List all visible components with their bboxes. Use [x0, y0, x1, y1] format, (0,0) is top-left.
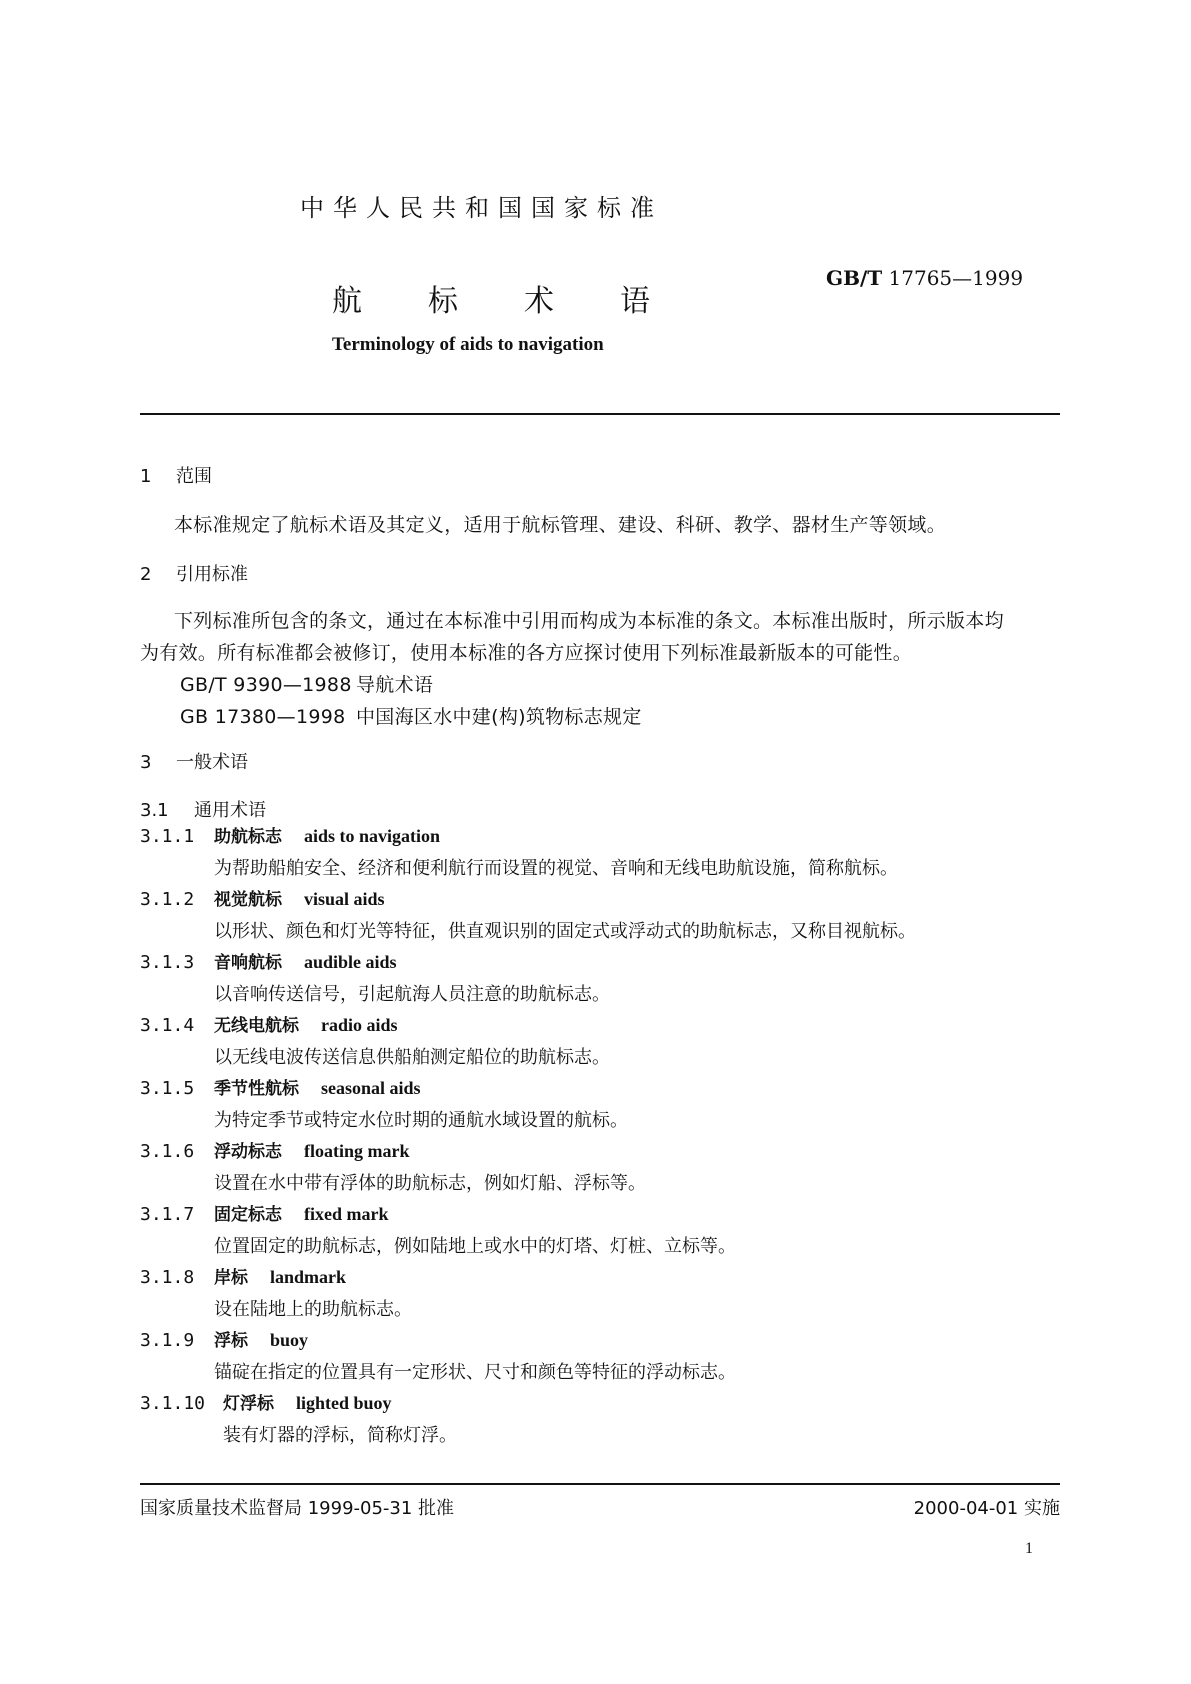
term-definition: 装有灯器的浮标，简称灯浮。 — [223, 1425, 457, 1446]
term-number: 3.1.7 — [140, 1204, 195, 1225]
term-definition: 设置在水中带有浮体的助航标志，例如灯船、浮标等。 — [214, 1173, 646, 1194]
term-english: audible aids — [304, 952, 397, 972]
national-standard-heading: 中华人民共和国国家标准 — [300, 194, 663, 222]
term-chinese: 季节性航标 — [214, 1079, 299, 1099]
term-entry — [140, 948, 397, 973]
term-definition: 以形状、颜色和灯光等特征，供直观识别的固定式或浮动式的助航标志，又称目视航标。 — [214, 921, 916, 942]
english-title: Terminology of aids to navigation — [332, 334, 604, 355]
term-chinese: 固定标志 — [214, 1205, 282, 1225]
term-english: landmark — [270, 1267, 347, 1287]
section-number: 3 — [140, 752, 152, 773]
scope-paragraph: 本标准规定了航标术语及其定义，适用于航标管理、建设、科研、教学、器材生产等领域。 — [174, 514, 947, 536]
term-definition: 为帮助船舶安全、经济和便利航行而设置的视觉、音响和无线电助航设施，简称航标。 — [214, 858, 898, 879]
term-chinese: 浮标 — [214, 1331, 248, 1351]
term-entry — [140, 1389, 392, 1414]
term-english: seasonal aids — [321, 1078, 421, 1098]
term-chinese: 视觉航标 — [214, 890, 282, 910]
term-entry — [140, 1263, 346, 1288]
section-title: 一般术语 — [176, 752, 248, 773]
section-title: 范围 — [176, 466, 212, 487]
term-entry — [140, 1011, 398, 1036]
term-number: 3.1.6 — [140, 1141, 195, 1162]
term-number: 3.1.10 — [140, 1393, 206, 1414]
section-heading-general-terms — [140, 748, 248, 774]
term-english: lighted buoy — [296, 1393, 392, 1413]
term-definition: 锚碇在指定的位置具有一定形状、尺寸和颜色等特征的浮动标志。 — [214, 1362, 736, 1383]
term-definition: 设在陆地上的助航标志。 — [214, 1299, 412, 1320]
references-paragraph-line2: 为有效。所有标准都会被修订，使用本标准的各方应探讨使用下列标准最新版本的可能性。 — [140, 642, 913, 664]
term-number: 3.1.3 — [140, 952, 195, 973]
standard-code-number: 17765—1999 — [888, 266, 1024, 290]
term-number: 3.1.4 — [140, 1015, 195, 1036]
term-chinese: 无线电航标 — [214, 1016, 299, 1036]
term-chinese: 浮动标志 — [214, 1142, 282, 1162]
section-number: 2 — [140, 564, 152, 585]
section-heading-references — [140, 560, 248, 586]
references-paragraph-line1: 下列标准所包含的条文，通过在本标准中引用而构成为本标准的条文。本标准出版时，所示版本均 — [174, 610, 1004, 632]
term-definition: 以音响传送信号，引起航海人员注意的助航标志。 — [214, 984, 610, 1005]
section-number: 1 — [140, 466, 152, 487]
reference-item — [180, 702, 642, 729]
term-entry — [140, 1137, 410, 1162]
reference-code: GB/T 9390—1988 — [180, 674, 352, 696]
term-number: 3.1.1 — [140, 826, 195, 847]
approval-line: 国家质量技术监督局 1999-05-31 批准 — [140, 1498, 455, 1519]
term-entry — [140, 1326, 308, 1351]
page-number: 1 — [1025, 1540, 1033, 1557]
title-char: 语 — [620, 284, 650, 319]
term-chinese: 岸标 — [214, 1268, 248, 1288]
term-entry — [140, 822, 440, 847]
subsection-heading-common-terms — [140, 796, 266, 822]
header-divider — [140, 413, 1060, 415]
term-definition: 位置固定的助航标志，例如陆地上或水中的灯塔、灯桩、立标等。 — [214, 1236, 736, 1257]
subsection-number: 3.1 — [140, 800, 169, 821]
reference-item — [180, 670, 433, 697]
section-heading-scope — [140, 462, 212, 488]
term-english: floating mark — [304, 1141, 410, 1161]
title-char: 标 — [428, 284, 458, 319]
footer-divider — [140, 1483, 1060, 1485]
term-entry — [140, 1200, 389, 1225]
term-number: 3.1.8 — [140, 1267, 195, 1288]
term-english: radio aids — [321, 1015, 398, 1035]
term-english: buoy — [270, 1330, 309, 1350]
term-definition: 为特定季节或特定水位时期的通航水域设置的航标。 — [214, 1110, 628, 1131]
term-number: 3.1.2 — [140, 889, 195, 910]
term-entry — [140, 1074, 421, 1099]
term-entry — [140, 885, 385, 910]
title-char: 航 — [332, 284, 362, 319]
term-chinese: 音响航标 — [214, 953, 282, 973]
term-chinese: 助航标志 — [214, 827, 282, 847]
standard-code-prefix: GB/T — [826, 266, 883, 290]
term-english: aids to navigation — [304, 826, 441, 846]
standard-code — [826, 266, 1023, 290]
title-char: 术 — [524, 284, 554, 319]
reference-code: GB 17380—1998 — [180, 706, 346, 728]
standard-title — [332, 276, 650, 320]
term-definition: 以无线电波传送信息供船舶测定船位的助航标志。 — [214, 1047, 610, 1068]
term-chinese: 灯浮标 — [223, 1394, 274, 1414]
effective-date-line: 2000-04-01 实施 — [913, 1498, 1060, 1519]
term-number: 3.1.5 — [140, 1078, 195, 1099]
section-title: 引用标准 — [176, 564, 248, 585]
term-english: fixed mark — [304, 1204, 389, 1224]
term-english: visual aids — [304, 889, 385, 909]
subsection-title: 通用术语 — [194, 800, 266, 821]
reference-title: 中国海区水中建(构)筑物标志规定 — [356, 706, 642, 728]
term-number: 3.1.9 — [140, 1330, 195, 1351]
reference-title: 导航术语 — [356, 674, 434, 696]
